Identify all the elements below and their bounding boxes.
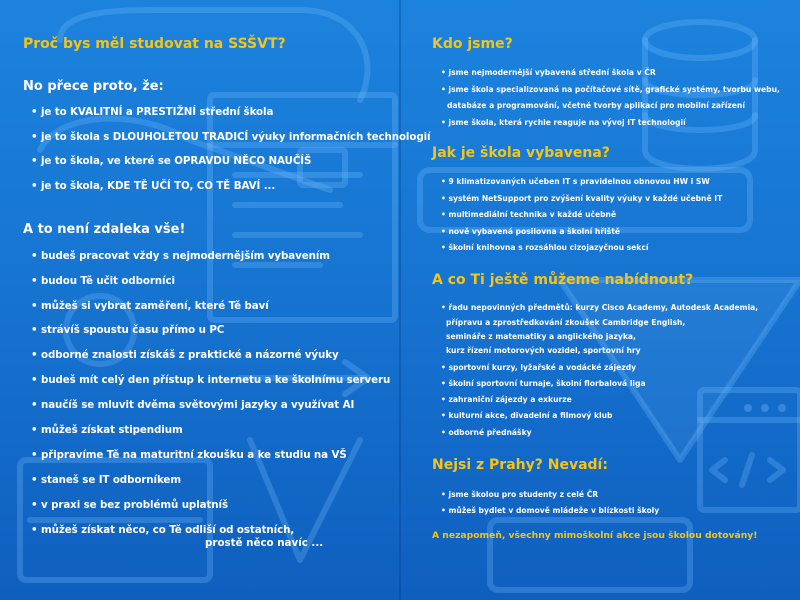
reason-item: • je to KVALITNÍ a PRESTIŽNÍ střední škola xyxy=(31,106,273,118)
prague-heading: Nejsi z Prahy? Nevadí: xyxy=(432,457,608,473)
equipment-item: • školní knihovna s rozsáhlou cizojazyčnou sekcí xyxy=(441,243,648,252)
who-item: • jsme škola, která rychle reaguje na vývoj IT technologií xyxy=(441,118,686,127)
offer-item-continuation: kurz řízení motorových vozidel, sportovní hry xyxy=(446,346,641,355)
offer-item: • školní sportovní turnaje, školní florbalová liga xyxy=(441,379,646,388)
who-heading: Kdo jsme? xyxy=(432,36,513,52)
offer-item: • sportovní kurzy, lyžařské a vodácké zájezdy xyxy=(441,363,636,372)
equipment-item: • systém NetSupport pro zvýšení kvality výuky v každé učebně IT xyxy=(441,194,722,203)
footer-note: A nezapomeň, všechny mimoškolní akce jsou školou dotovány! xyxy=(432,530,758,541)
benefit-item-continuation: prostě něco navíc ... xyxy=(205,537,324,549)
page-title: Proč bys měl studovat na SSŠVT? xyxy=(23,36,286,52)
equipment-item: • multimediální technika v každé učebně xyxy=(441,210,616,219)
benefit-item: • v praxi se bez problémů uplatníš xyxy=(31,499,228,511)
offer-item-continuation: přípravu a zprostředkování zkoušek Cambridge English, xyxy=(446,318,686,327)
benefit-item: • budou Tě učit odborníci xyxy=(31,275,175,287)
who-item-continuation: databáze a programování, včetně tvorby aplikací pro mobilní zařízení xyxy=(447,101,745,110)
benefit-item: • budeš mít celý den přístup k internetu a ke školnímu serveru xyxy=(31,374,390,386)
benefit-item: • odborné znalosti získáš z praktické a názorné výuky xyxy=(31,349,339,361)
offer-item-continuation: semináře z matematiky a anglického jazyka, xyxy=(446,332,636,341)
who-item: • jsme nejmodernější vybavená střední škola v ČR xyxy=(441,68,656,77)
offer-item: • zahraniční zájezdy a exkurze xyxy=(441,395,572,404)
benefit-item: • naučíš se mluvit dvěma světovými jazyky a využívat AI xyxy=(31,399,354,411)
equipment-item: • nově vybavená posilovna a školní hřiště xyxy=(441,227,620,236)
benefit-item: • můžeš získat stipendium xyxy=(31,424,183,436)
benefit-item: • strávíš spoustu času přímo u PC xyxy=(31,324,224,336)
offer-item: • odborné přednášky xyxy=(441,428,532,437)
reason-item: • je to škola, ve které se OPRAVDU NĚCO NAUČÍŠ xyxy=(31,155,311,167)
offer-item: • kulturní akce, divadelní a filmový klub xyxy=(441,411,612,420)
equipment-heading: Jak je škola vybavena? xyxy=(432,145,610,161)
reason-item: • je to škola, KDE TĚ UČÍ TO, CO TĚ BAVÍ ... xyxy=(31,180,275,192)
reason-item: • je to škola s DLOUHOLETOU TRADICÍ výuky informačních technologií xyxy=(31,131,430,143)
equipment-item: • 9 klimatizovaných učeben IT s pravidelnou obnovou HW i SW xyxy=(441,177,710,186)
benefit-item: • můžeš získat něco, co Tě odliší od ostatních, xyxy=(31,524,294,536)
benefit-item: • staneš se IT odborníkem xyxy=(31,474,181,486)
who-item: • jsme škola specializovaná na počítačové sítě, grafické systémy, tvorbu webu, xyxy=(441,85,780,94)
benefit-item: • můžeš si vybrat zaměření, které Tě baví xyxy=(31,300,269,312)
benefit-item: • připravíme Tě na maturitní zkoušku a ke studiu na VŠ xyxy=(31,449,347,461)
reasons-heading: No přece proto, že: xyxy=(23,79,164,94)
prague-item: • jsme školou pro studenty z celé ČR xyxy=(441,490,598,499)
prague-item: • můžeš bydlet v domově mládeže v blízkosti školy xyxy=(441,506,659,515)
right-page xyxy=(400,0,800,600)
offer-item: • řadu nepovinných předmětů: kurzy Cisco Academy, Autodesk Academia, xyxy=(441,303,758,312)
benefit-item: • budeš pracovat vždy s nejmodernějším vybavením xyxy=(31,250,330,262)
offer-heading: A co Ti ještě můžeme nabídnout? xyxy=(432,272,694,288)
more-heading: A to není zdaleka vše! xyxy=(23,222,186,237)
